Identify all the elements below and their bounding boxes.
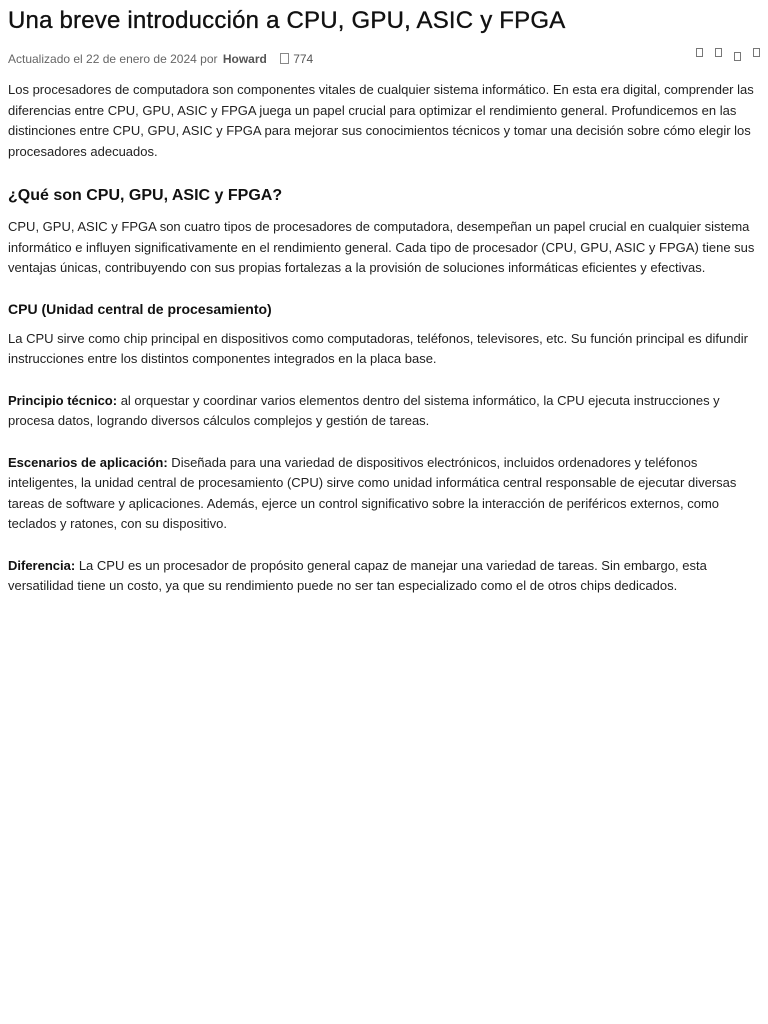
- share-bar: [696, 48, 760, 61]
- principle-label: Principio técnico:: [8, 392, 118, 408]
- intro-paragraph: Los procesadores de computadora son componentes vitales de cualquier sistema informático. En esta era digital, comprender las diferencias entre CPU, GPU, ASIC y FPGA juega un papel crucial para optimizar el rendimiento general. Profundicemos en las distinciones entre CPU, GPU, ASIC y FPGA para mejorar sus conocimientos técnicos y tomar una decisión sobre cómo elegir los procesadores adecuados.: [8, 82, 754, 159]
- cpu-heading: CPU (Unidad central de procesamiento): [8, 300, 272, 317]
- scenarios-text: Diseñada para una variedad de dispositivos electrónicos, incluidos ordenadores y teléfonos inteligentes, la unidad central de procesamiento (CPU) sirve como unidad informática central responsable de ejecutar diversas tareas de software y aplicaciones. Además, ejerce un control significativo sobre la interacción de periféricos externos, como teclados y ratones, con su dispositivo.: [8, 454, 737, 531]
- author-link[interactable]: Howard: [222, 52, 267, 66]
- section-heading: ¿Qué son CPU, GPU, ASIC y FPGA?: [8, 187, 283, 204]
- principle-paragraph: [8, 391, 760, 432]
- article: [8, 0, 760, 597]
- eye-icon: [280, 53, 289, 64]
- share-icon-3[interactable]: [734, 52, 741, 61]
- scenarios-paragraph: [8, 453, 760, 535]
- updated-text: Actualizado el 22 de enero de 2024 por: [8, 52, 218, 66]
- view-count: [280, 52, 313, 66]
- cpu-paragraph: La CPU sirve como chip principal en dispositivos como computadoras, teléfonos, televisores, etc. Su función principal es difundir instrucciones entre los distintos componentes integrados en la placa base.: [8, 330, 748, 366]
- share-icon-1[interactable]: [696, 48, 703, 57]
- section-paragraph: CPU, GPU, ASIC y FPGA son cuatro tipos de procesadores de computadora, desempeñan un papel crucial en cualquier sistema informático e influyen significativamente en el rendimiento general. Cada tipo de procesador (CPU, GPU, ASIC y FPGA) tiene sus ventajas únicas, contribuyendo con sus propias fortalezas a la provisión de soluciones informáticas eficientes y efectivas.: [8, 219, 755, 275]
- scenarios-label: Escenarios de aplicación:: [8, 454, 168, 470]
- share-icon-2[interactable]: [715, 48, 722, 57]
- difference-label: Diferencia:: [8, 557, 76, 573]
- page-title: Una breve introducción a CPU, GPU, ASIC y FPGA: [8, 7, 566, 34]
- share-icon-4[interactable]: [753, 48, 760, 57]
- view-count-value: 774: [293, 52, 314, 66]
- difference-paragraph: [8, 556, 760, 597]
- principle-text: al orquestar y coordinar varios elementos dentro del sistema informático, la CPU ejecuta instrucciones y procesa datos, logrando diversos cálculos complejos y gestión de tareas.: [8, 392, 720, 428]
- difference-text: La CPU es un procesador de propósito general capaz de manejar una variedad de tareas. Sin embargo, esta versatilidad tiene un costo, ya que su rendimiento puede no ser tan especializado como el de otros chips dedicados.: [8, 557, 707, 593]
- article-meta: [8, 51, 760, 67]
